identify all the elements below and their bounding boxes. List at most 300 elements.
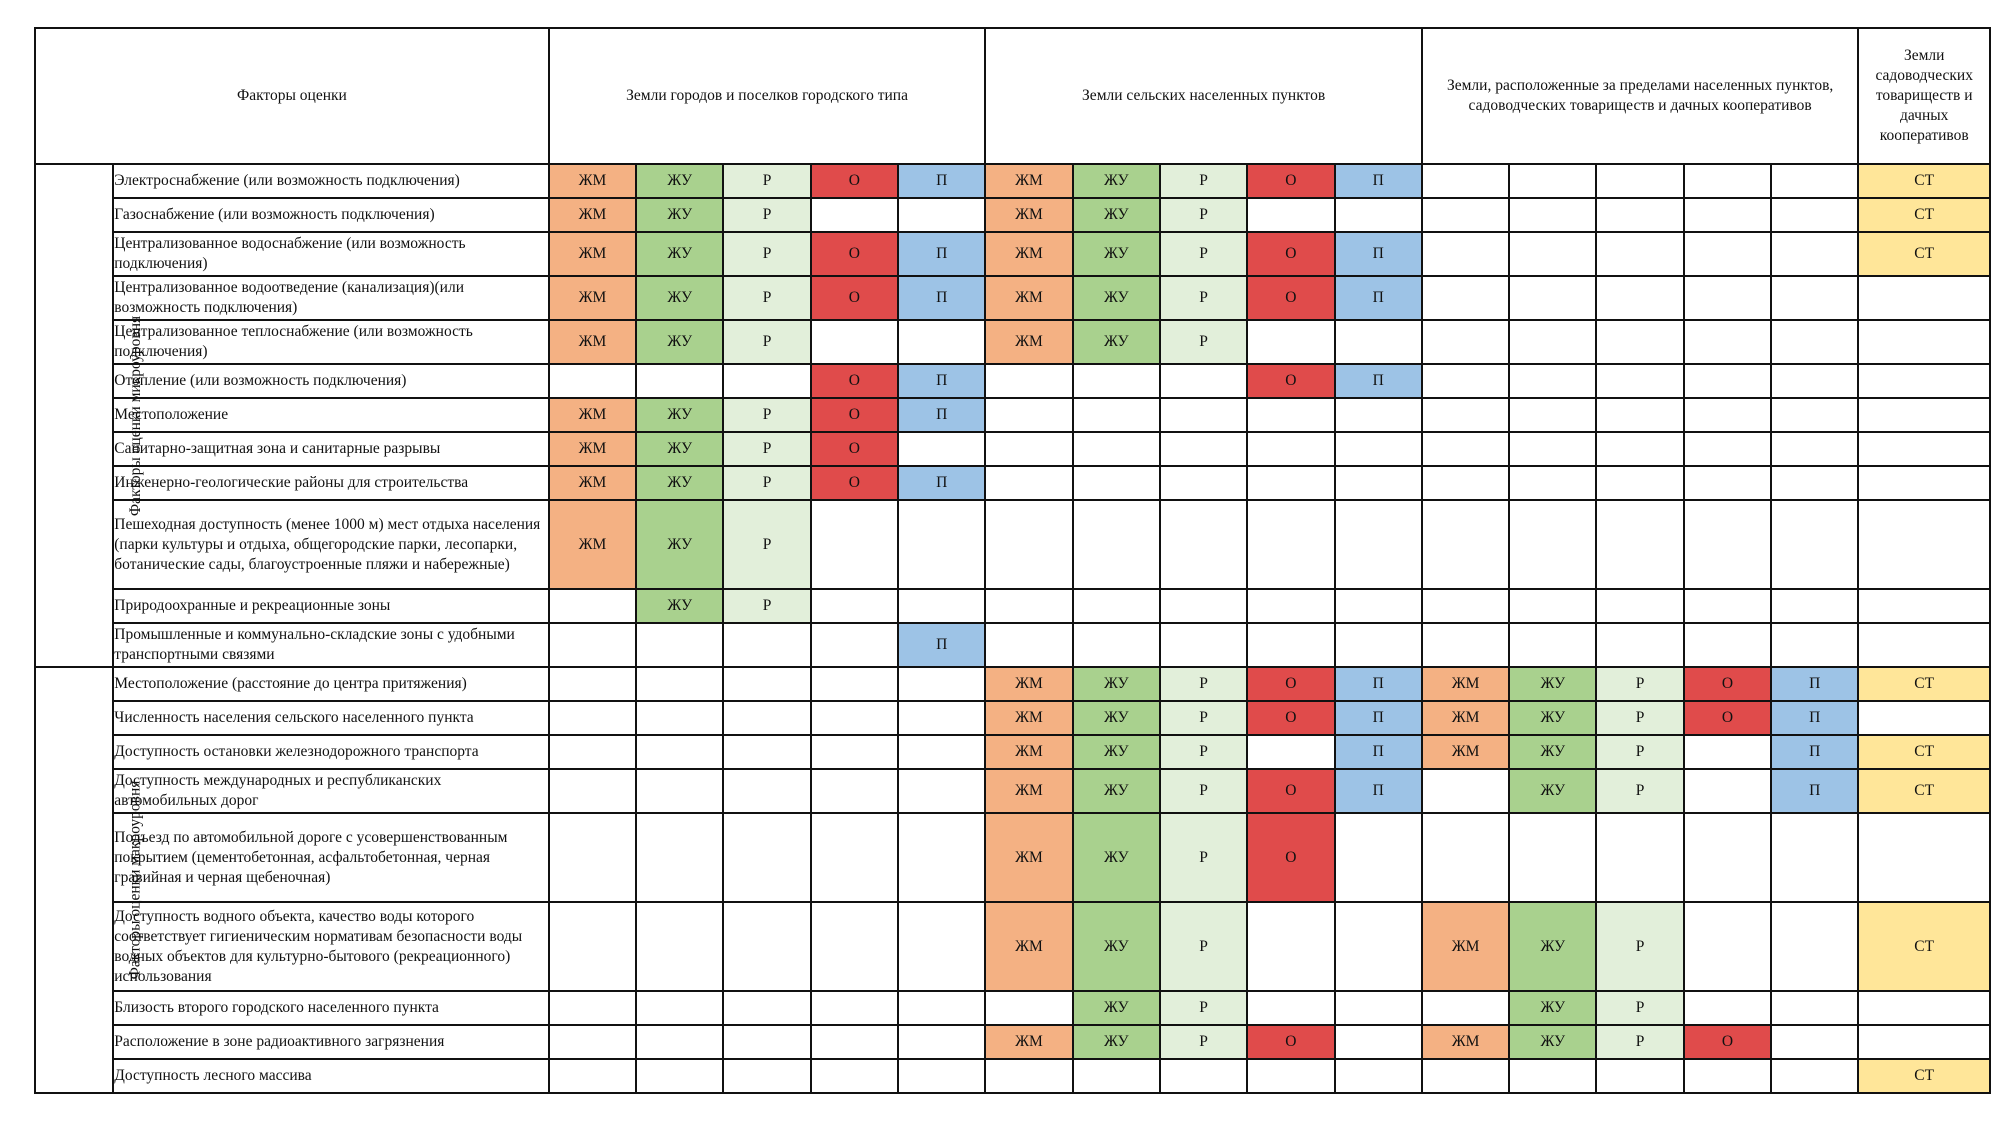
code-p: П [1335,701,1422,735]
empty-cell [1771,623,1858,667]
empty-cell [1858,364,1990,398]
code-zhm: ЖМ [985,320,1072,364]
factor-name: Природоохранные и рекреационные зоны [113,589,549,623]
code-zhu: ЖУ [1509,735,1596,769]
code-zhu: ЖУ [636,164,723,198]
empty-cell [811,320,898,364]
empty-cell [1858,432,1990,466]
code-o: О [811,364,898,398]
code-zhm: ЖМ [549,198,636,232]
table-row [35,623,1990,667]
empty-cell [636,1025,723,1059]
code-p: П [898,276,985,320]
empty-cell [1247,500,1334,589]
empty-cell [1684,623,1771,667]
code-r: Р [723,398,810,432]
empty-cell [898,813,985,902]
code-o: О [1247,701,1334,735]
code-p: П [898,623,985,667]
code-o: О [811,276,898,320]
code-r: Р [723,276,810,320]
table-row [35,1025,1990,1059]
empty-cell [1596,813,1683,902]
factor-name: Централизованное водоснабжение (или возможность подключения) [113,232,549,276]
code-r: Р [1596,1025,1683,1059]
code-zhm: ЖМ [549,466,636,500]
empty-cell [985,589,1072,623]
empty-cell [723,769,810,813]
factor-name: Доступность остановки железнодорожного транспорта [113,735,549,769]
code-p: П [1335,364,1422,398]
code-r: Р [1596,701,1683,735]
empty-cell [1160,398,1247,432]
empty-cell [1160,466,1247,500]
empty-cell [1858,500,1990,589]
land-valuation-factors-table-wrapper [34,27,1991,1094]
empty-cell [1335,500,1422,589]
header-rural-lands: Земли сельских населенных пунктов [985,28,1422,164]
code-zhm: ЖМ [985,232,1072,276]
empty-cell [1684,232,1771,276]
code-zhu: ЖУ [1509,1025,1596,1059]
empty-cell [1509,466,1596,500]
empty-cell [1684,276,1771,320]
empty-cell [1596,623,1683,667]
empty-cell [1335,1059,1422,1093]
empty-cell [811,1025,898,1059]
code-zhu: ЖУ [636,198,723,232]
empty-cell [898,1025,985,1059]
code-zhu: ЖУ [1073,991,1160,1025]
code-o: О [811,232,898,276]
empty-cell [811,735,898,769]
empty-cell [1073,500,1160,589]
empty-cell [1335,320,1422,364]
empty-cell [985,500,1072,589]
code-st: СТ [1858,902,1990,991]
empty-cell [1422,769,1509,813]
empty-cell [1771,991,1858,1025]
code-p: П [1335,164,1422,198]
empty-cell [1858,276,1990,320]
table-row [35,991,1990,1025]
empty-cell [1509,623,1596,667]
empty-cell [1160,623,1247,667]
empty-cell [811,769,898,813]
code-zhm: ЖМ [549,432,636,466]
empty-cell [985,398,1072,432]
empty-cell [1509,320,1596,364]
empty-cell [898,432,985,466]
code-zhu: ЖУ [636,320,723,364]
empty-cell [1509,232,1596,276]
code-o: О [1247,769,1334,813]
code-zhu: ЖУ [636,398,723,432]
factors-header: Факторы оценки [35,28,549,164]
empty-cell [1771,589,1858,623]
empty-cell [1422,813,1509,902]
empty-cell [1422,276,1509,320]
code-p: П [898,164,985,198]
code-r: Р [1160,902,1247,991]
empty-cell [636,735,723,769]
empty-cell [985,432,1072,466]
empty-cell [1771,198,1858,232]
empty-cell [1771,500,1858,589]
code-zhm: ЖМ [985,276,1072,320]
code-zhm: ЖМ [985,164,1072,198]
empty-cell [1509,813,1596,902]
empty-cell [636,623,723,667]
code-o: О [811,398,898,432]
code-o: О [1247,1025,1334,1059]
empty-cell [1073,398,1160,432]
empty-cell [898,198,985,232]
empty-cell [811,701,898,735]
group-micro-level [35,164,145,667]
empty-cell [811,991,898,1025]
empty-cell [1509,164,1596,198]
empty-cell [1247,735,1334,769]
code-p: П [1335,232,1422,276]
code-r: Р [1596,667,1683,701]
empty-cell [1858,991,1990,1025]
empty-cell [1073,1059,1160,1093]
factor-name: Местоположение (расстояние до центра притяжения) [113,667,549,701]
code-r: Р [723,589,810,623]
empty-cell [1684,1059,1771,1093]
empty-cell [1684,589,1771,623]
code-zhm: ЖМ [985,667,1072,701]
empty-cell [549,1059,636,1093]
empty-cell [1247,466,1334,500]
table-row [35,198,1990,232]
empty-cell [1422,466,1509,500]
empty-cell [811,589,898,623]
code-zhu: ЖУ [1073,813,1160,902]
code-zhu: ЖУ [1073,276,1160,320]
empty-cell [636,364,723,398]
empty-cell [636,1059,723,1093]
empty-cell [898,902,985,991]
code-o: О [1684,1025,1771,1059]
table-row [35,813,1990,902]
factor-name: Промышленные и коммунально-складские зоны с удобными транспортными связями [113,623,549,667]
code-zhm: ЖМ [549,398,636,432]
empty-cell [1684,320,1771,364]
empty-cell [1073,589,1160,623]
code-o: О [1684,667,1771,701]
empty-cell [811,667,898,701]
empty-cell [1073,364,1160,398]
code-p: П [1771,735,1858,769]
code-o: О [1247,164,1334,198]
empty-cell [1596,500,1683,589]
code-zhu: ЖУ [1509,667,1596,701]
empty-cell [723,364,810,398]
code-r: Р [1596,902,1683,991]
code-r: Р [1596,991,1683,1025]
empty-cell [549,667,636,701]
code-st: СТ [1858,769,1990,813]
empty-cell [1247,623,1334,667]
code-zhu: ЖУ [636,232,723,276]
table-row [35,589,1990,623]
empty-cell [1073,466,1160,500]
group-label: Факторы оценки макроуровня [126,780,144,980]
empty-cell [1596,164,1683,198]
code-p: П [1335,735,1422,769]
code-r: Р [1160,164,1247,198]
empty-cell [811,813,898,902]
code-zhu: ЖУ [1509,991,1596,1025]
code-p: П [1771,667,1858,701]
code-r: Р [1160,735,1247,769]
empty-cell [549,991,636,1025]
empty-cell [1422,164,1509,198]
empty-cell [1858,1025,1990,1059]
code-o: О [811,432,898,466]
code-r: Р [723,500,810,589]
empty-cell [1771,432,1858,466]
factor-name: Близость второго городского населенного пункта [113,991,549,1025]
empty-cell [1160,1059,1247,1093]
code-st: СТ [1858,1059,1990,1093]
empty-cell [549,1025,636,1059]
empty-cell [898,589,985,623]
code-zhu: ЖУ [1073,667,1160,701]
empty-cell [1858,589,1990,623]
empty-cell [1684,991,1771,1025]
table-row [35,735,1990,769]
empty-cell [1509,398,1596,432]
code-p: П [898,466,985,500]
empty-cell [723,667,810,701]
table-row [35,364,1990,398]
empty-cell [811,623,898,667]
empty-cell [1596,398,1683,432]
factor-name: Расположение в зоне радиоактивного загрязнения [113,1025,549,1059]
empty-cell [1596,232,1683,276]
empty-cell [1247,1059,1334,1093]
code-r: Р [1160,991,1247,1025]
code-o: О [1247,364,1334,398]
table-row [35,320,1990,364]
code-r: Р [1160,701,1247,735]
code-zhm: ЖМ [1422,735,1509,769]
empty-cell [1771,232,1858,276]
empty-cell [1247,432,1334,466]
empty-cell [723,813,810,902]
empty-cell [636,701,723,735]
empty-cell [1335,466,1422,500]
empty-cell [1422,1059,1509,1093]
code-zhm: ЖМ [549,276,636,320]
table-row [35,769,1990,813]
empty-cell [1684,735,1771,769]
empty-cell [1422,500,1509,589]
code-zhu: ЖУ [636,500,723,589]
empty-cell [1684,432,1771,466]
code-r: Р [1160,769,1247,813]
empty-cell [1247,398,1334,432]
empty-cell [898,735,985,769]
code-p: П [1335,276,1422,320]
table-row [35,398,1990,432]
empty-cell [1335,1025,1422,1059]
empty-cell [723,701,810,735]
empty-cell [636,991,723,1025]
empty-cell [1596,276,1683,320]
table-row [35,232,1990,276]
empty-cell [1771,1025,1858,1059]
empty-cell [1771,398,1858,432]
empty-cell [1596,432,1683,466]
empty-cell [1073,432,1160,466]
code-r: Р [1160,198,1247,232]
table-row [35,432,1990,466]
empty-cell [1160,432,1247,466]
code-zhu: ЖУ [636,432,723,466]
code-o: О [1247,813,1334,902]
code-r: Р [723,320,810,364]
factor-name: Отопление (или возможность подключения) [113,364,549,398]
empty-cell [1771,364,1858,398]
empty-cell [549,701,636,735]
empty-cell [898,701,985,735]
empty-cell [1596,466,1683,500]
code-zhu: ЖУ [1073,769,1160,813]
code-zhu: ЖУ [1073,701,1160,735]
empty-cell [1684,164,1771,198]
code-r: Р [1160,667,1247,701]
empty-cell [898,667,985,701]
code-r: Р [723,232,810,276]
empty-cell [898,991,985,1025]
code-zhm: ЖМ [549,232,636,276]
code-o: О [1247,276,1334,320]
code-p: П [1771,701,1858,735]
group-macro-level [35,667,144,1093]
code-r: Р [1160,320,1247,364]
code-zhu: ЖУ [1073,232,1160,276]
code-r: Р [1596,769,1683,813]
code-p: П [1335,667,1422,701]
table-row [35,667,1990,701]
empty-cell [1335,991,1422,1025]
empty-cell [1422,198,1509,232]
code-zhu: ЖУ [636,589,723,623]
empty-cell [1073,623,1160,667]
code-zhm: ЖМ [549,164,636,198]
empty-cell [636,902,723,991]
empty-cell [1247,198,1334,232]
empty-cell [1596,589,1683,623]
empty-cell [1160,589,1247,623]
empty-cell [723,991,810,1025]
code-r: Р [723,198,810,232]
empty-cell [1596,364,1683,398]
empty-cell [723,1059,810,1093]
empty-cell [1335,432,1422,466]
factor-name: Инженерно-геологические районы для строительства [113,466,549,500]
empty-cell [1858,466,1990,500]
empty-cell [1509,364,1596,398]
factor-name: Доступность международных и республиканских автомобильных дорог [113,769,549,813]
empty-cell [1771,276,1858,320]
empty-cell [1684,769,1771,813]
empty-cell [549,364,636,398]
code-st: СТ [1858,735,1990,769]
header-urban-lands: Земли городов и поселков городского типа [549,28,986,164]
code-r: Р [723,466,810,500]
empty-cell [898,1059,985,1093]
table-row [35,164,1990,198]
empty-cell [1247,991,1334,1025]
code-st: СТ [1858,232,1990,276]
empty-cell [1858,701,1990,735]
code-r: Р [1160,232,1247,276]
table-row [35,902,1990,991]
empty-cell [723,623,810,667]
code-p: П [898,232,985,276]
code-zhm: ЖМ [985,902,1072,991]
code-o: О [1247,232,1334,276]
empty-cell [636,667,723,701]
empty-cell [1596,1059,1683,1093]
code-zhm: ЖМ [549,500,636,589]
empty-cell [1422,589,1509,623]
empty-cell [898,320,985,364]
empty-cell [1160,500,1247,589]
empty-cell [811,500,898,589]
empty-cell [549,589,636,623]
empty-cell [1858,320,1990,364]
code-zhu: ЖУ [1509,902,1596,991]
empty-cell [636,813,723,902]
empty-cell [985,623,1072,667]
empty-cell [985,1059,1072,1093]
code-o: О [1247,667,1334,701]
table-row [35,466,1990,500]
code-r: Р [723,432,810,466]
empty-cell [811,198,898,232]
factor-name: Электроснабжение (или возможность подключения) [113,164,549,198]
code-p: П [898,398,985,432]
code-zhm: ЖМ [1422,1025,1509,1059]
group-label: Факторы оценки микроуровня [127,315,145,516]
code-zhu: ЖУ [1073,320,1160,364]
table-row [35,701,1990,735]
code-zhu: ЖУ [1073,164,1160,198]
empty-cell [1684,466,1771,500]
empty-cell [1335,813,1422,902]
empty-cell [549,735,636,769]
factor-name: Численность населения сельского населенного пункта [113,701,549,735]
header-garden-cooperatives-lands: Земли садоводческих товариществ и дачных кооперативов [1858,28,1990,164]
empty-cell [549,769,636,813]
empty-cell [549,623,636,667]
code-p: П [898,364,985,398]
code-zhu: ЖУ [1509,701,1596,735]
code-zhu: ЖУ [1073,902,1160,991]
code-zhm: ЖМ [985,769,1072,813]
empty-cell [1422,432,1509,466]
empty-cell [1509,276,1596,320]
code-r: Р [1160,813,1247,902]
code-zhu: ЖУ [1073,735,1160,769]
empty-cell [985,991,1072,1025]
